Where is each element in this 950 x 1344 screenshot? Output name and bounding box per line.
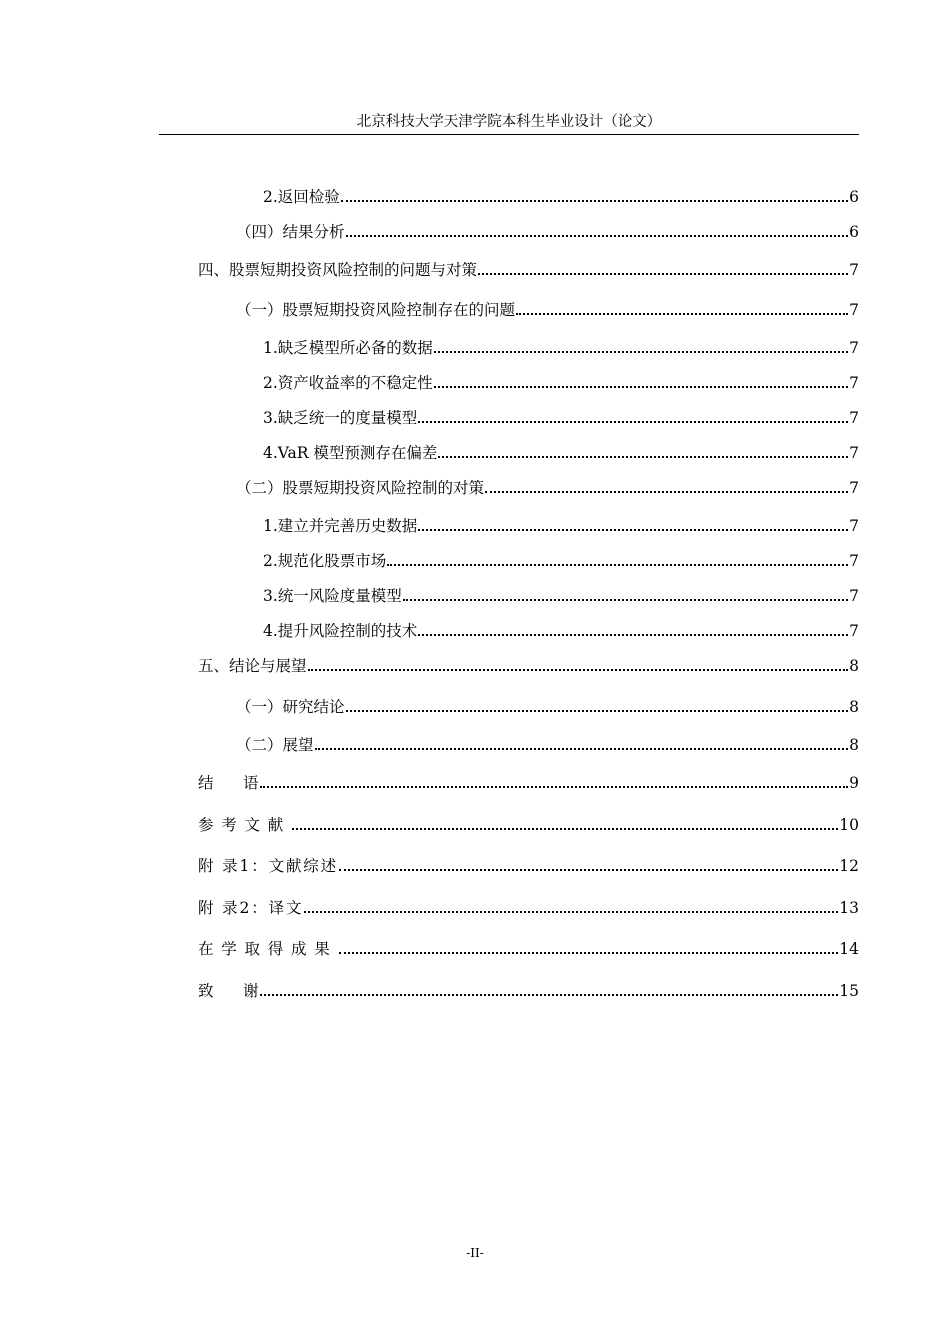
toc-dot-leader bbox=[341, 199, 848, 202]
toc-entry-label: （二）股票短期投资风险控制的对策 bbox=[236, 479, 485, 497]
toc-entry-page: 7 bbox=[849, 301, 859, 319]
toc-entry-page: 7 bbox=[849, 261, 859, 279]
toc-entry-label: （一）研究结论 bbox=[236, 698, 345, 716]
toc-entry-label: 五、结论与展望 bbox=[198, 657, 307, 675]
toc-entry-label: （四）结果分析 bbox=[236, 223, 345, 241]
toc-entry[interactable] bbox=[263, 184, 859, 208]
toc-dot-leader bbox=[434, 350, 848, 353]
toc-dot-leader bbox=[346, 234, 849, 237]
toc-entry[interactable] bbox=[198, 895, 859, 919]
toc-entry-label: 1.建立并完善历史数据 bbox=[263, 517, 418, 535]
toc-dot-leader bbox=[387, 563, 848, 566]
toc-dot-leader bbox=[478, 272, 848, 275]
toc-dot-leader bbox=[438, 455, 848, 458]
toc-entry-page: 14 bbox=[839, 940, 859, 958]
toc-dot-leader bbox=[260, 785, 849, 788]
toc-entry-page: 6 bbox=[849, 188, 859, 206]
toc-entry-page: 7 bbox=[849, 517, 859, 535]
toc-entry-page: 7 bbox=[849, 409, 859, 427]
toc-entry[interactable] bbox=[198, 770, 859, 794]
toc-entry-page: 8 bbox=[849, 698, 859, 716]
toc-dot-leader bbox=[418, 528, 848, 531]
toc-entry-label: 3.缺乏统一的度量模型 bbox=[263, 409, 418, 427]
toc-entry-label: 结 语 bbox=[198, 774, 259, 792]
toc-dot-leader bbox=[403, 598, 848, 601]
toc-entry-page: 7 bbox=[849, 552, 859, 570]
toc-entry[interactable] bbox=[236, 219, 859, 243]
toc-dot-leader bbox=[485, 490, 848, 493]
toc-entry-page: 9 bbox=[849, 774, 859, 792]
toc-entry[interactable] bbox=[236, 732, 859, 756]
toc-dot-leader bbox=[418, 420, 848, 423]
toc-entry[interactable] bbox=[236, 475, 859, 499]
toc-entry[interactable] bbox=[198, 653, 859, 677]
toc-entry-page: 7 bbox=[849, 587, 859, 605]
toc-entry-page: 15 bbox=[839, 982, 859, 1000]
toc-entry-page: 12 bbox=[839, 857, 859, 875]
toc-entry[interactable] bbox=[263, 335, 859, 359]
toc-entry-label: 致 谢 bbox=[198, 982, 259, 1000]
toc-entry-label: 2.资产收益率的不稳定性 bbox=[263, 374, 433, 392]
page-number: -II- bbox=[466, 1246, 484, 1260]
page-footer bbox=[0, 1245, 950, 1261]
toc-dot-leader bbox=[315, 747, 849, 750]
toc-entry-page: 10 bbox=[839, 816, 859, 834]
toc-entry-label: 附 录2：译文 bbox=[198, 899, 304, 917]
toc-dot-leader bbox=[339, 868, 838, 871]
toc-entry[interactable] bbox=[263, 405, 859, 429]
toc-entry-label: 参考文献 bbox=[198, 816, 292, 834]
toc-dot-leader bbox=[292, 827, 838, 830]
toc-entry-page: 7 bbox=[849, 479, 859, 497]
toc-entry-page: 7 bbox=[849, 339, 859, 357]
toc-entry[interactable] bbox=[198, 257, 859, 281]
toc-entry[interactable] bbox=[198, 812, 859, 836]
header-title: 北京科技大学天津学院本科生毕业设计（论文） bbox=[356, 114, 662, 130]
toc-dot-leader bbox=[346, 709, 849, 712]
toc-entry[interactable] bbox=[236, 297, 859, 321]
toc-entry-label: （二）展望 bbox=[236, 736, 314, 754]
toc-entry[interactable] bbox=[263, 370, 859, 394]
toc-entry-page: 8 bbox=[849, 657, 859, 675]
toc-dot-leader bbox=[418, 633, 848, 636]
toc-entry-label: 3.统一风险度量模型 bbox=[263, 587, 402, 605]
toc-entry-label: 4.VaR 模型预测存在偏差 bbox=[263, 444, 438, 462]
toc-entry-label: 4.提升风险控制的技术 bbox=[263, 622, 418, 640]
toc-dot-leader bbox=[516, 312, 848, 315]
toc-entry[interactable] bbox=[236, 694, 859, 718]
toc-entry-label: 附 录1：文献综述 bbox=[198, 857, 339, 875]
toc-entry[interactable] bbox=[263, 583, 859, 607]
toc-entry[interactable] bbox=[263, 440, 859, 464]
toc-entry[interactable] bbox=[263, 513, 859, 537]
toc-entry-label: 四、股票短期投资风险控制的问题与对策 bbox=[198, 261, 478, 279]
toc-entry-label: 2.规范化股票市场 bbox=[263, 552, 387, 570]
toc-entry-page: 13 bbox=[839, 899, 859, 917]
toc-entry[interactable] bbox=[198, 936, 859, 960]
toc-entry-label: 在学取得成果 bbox=[198, 940, 338, 958]
toc-dot-leader bbox=[260, 993, 839, 996]
toc-entry[interactable] bbox=[263, 548, 859, 572]
toc-dot-leader bbox=[434, 385, 848, 388]
toc-entry-page: 8 bbox=[849, 736, 859, 754]
toc-entry-page: 7 bbox=[849, 622, 859, 640]
toc-dot-leader bbox=[339, 951, 839, 954]
toc-entry[interactable] bbox=[263, 618, 859, 642]
toc-entry-label: （一）股票短期投资风险控制存在的问题 bbox=[236, 301, 516, 319]
toc-entry-page: 6 bbox=[849, 223, 859, 241]
toc-dot-leader bbox=[304, 910, 838, 913]
toc-entry-page: 7 bbox=[849, 374, 859, 392]
toc-entry-label: 2.返回检验 bbox=[263, 188, 340, 206]
toc-entry-label: 1.缺乏模型所必备的数据 bbox=[263, 339, 433, 357]
toc-entry[interactable] bbox=[198, 978, 859, 1002]
toc-entry[interactable] bbox=[198, 853, 859, 877]
toc-entry-page: 7 bbox=[849, 444, 859, 462]
toc-dot-leader bbox=[308, 668, 849, 671]
